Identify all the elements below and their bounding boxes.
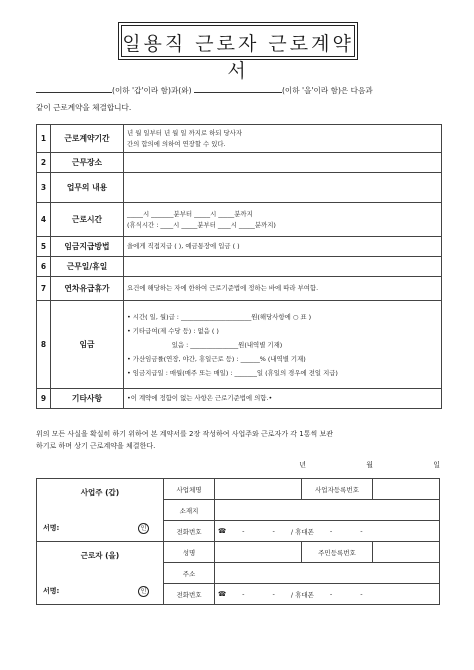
date-day: 일 [433, 461, 440, 469]
phone-icon: ☎ [218, 527, 227, 535]
seal-icon: 인 [138, 586, 149, 597]
row-value-contract-period[interactable] [124, 125, 442, 153]
intro-paragraph [36, 82, 446, 116]
phone-dash: - [242, 590, 245, 598]
row-value-working-hours[interactable] [124, 203, 442, 237]
phone-icon: ☎ [218, 590, 227, 598]
row-number: 7 [37, 277, 51, 301]
intro-part1: (이하 '갑'이라 함)과(와) [112, 86, 192, 95]
worker-phone-field[interactable] [215, 584, 440, 605]
table-row [37, 479, 440, 500]
worker-address-field[interactable] [215, 563, 440, 584]
row-number: 8 [37, 301, 51, 389]
row-value-line: 을에게 직접지급 ( ), 예금통장에 입금 ( ) [127, 242, 240, 250]
table-row [37, 389, 442, 409]
employer-sign-label[interactable]: 서명: [43, 524, 60, 532]
table-row [37, 153, 442, 173]
row-value-workdays[interactable] [124, 257, 442, 277]
phone-dash: - [272, 590, 275, 598]
table-row [37, 257, 442, 277]
title-frame [118, 22, 358, 82]
table-row [37, 237, 442, 257]
row-value-workplace[interactable] [124, 153, 442, 173]
worker-id-label: 주민등록번호 [302, 542, 373, 563]
row-number: 4 [37, 203, 51, 237]
employer-phone-label: 전화번호 [164, 521, 215, 542]
mobile-label: / 휴대폰 [290, 590, 314, 599]
worker-name-label: 성명 [164, 542, 215, 563]
row-label: 연차유급휴가 [51, 277, 124, 301]
date-line[interactable] [36, 460, 440, 470]
row-label: 근무장소 [51, 153, 124, 173]
row-value-other [124, 389, 442, 409]
employer-address-label: 소재지 [164, 500, 215, 521]
worker-title: 근로자 (을) [80, 551, 120, 560]
employer-name-blank[interactable] [36, 83, 112, 93]
row-number: 2 [37, 153, 51, 173]
row-value-line: • 임금지급일 : 매월(매주 또는 매일) : _______일 (휴일의 경우에 전일 지급) [127, 368, 338, 377]
row-value-line: _____시 _______분부터 _____시 _____분까지 [127, 209, 253, 218]
employer-title: 사업주 (갑) [80, 488, 120, 497]
row-value-line: 년 월 일부터 년 월 일 까지로 하되 당사자 [127, 128, 243, 137]
row-label: 업무의 내용 [51, 173, 124, 203]
worker-sign-label[interactable]: 서명: [43, 587, 60, 595]
row-label: 임금지급방법 [51, 237, 124, 257]
worker-name-field[interactable] [215, 542, 302, 563]
intro-line2: 같이 근로계약을 체결합니다. [36, 103, 132, 112]
table-row [37, 542, 440, 563]
row-value-line: 요건에 해당하는 자에 한하여 근로기준법에 정하는 바에 따라 부여함. [127, 284, 319, 292]
row-label: 임금 [51, 301, 124, 389]
table-row [37, 203, 442, 237]
row-value-payment-method[interactable] [124, 237, 442, 257]
row-label: 근로시간 [51, 203, 124, 237]
employer-block [37, 479, 164, 542]
row-number: 6 [37, 257, 51, 277]
row-value-line: • 시간( 일, 월)급 : ______________________원(해당사항에 ○ 표 ) [127, 312, 312, 321]
intro-part2: (이하 '을'이라 함)은 다음과 [281, 86, 373, 95]
row-value-line: • 기타급여(제 수당 등) : 없음 ( ) [127, 326, 219, 335]
signature-table [36, 478, 440, 605]
row-number: 9 [37, 389, 51, 409]
row-number: 5 [37, 237, 51, 257]
phone-dash: - [242, 527, 245, 535]
worker-id-field[interactable] [373, 542, 440, 563]
document-title: 일용직 근로자 근로계약서 [122, 33, 354, 82]
phone-dash: - [360, 527, 363, 535]
phone-dash: - [360, 590, 363, 598]
table-row [37, 173, 442, 203]
row-label: 기타사항 [51, 389, 124, 409]
employer-phone-field[interactable] [215, 521, 440, 542]
worker-address-label: 주소 [164, 563, 215, 584]
worker-name-blank[interactable] [194, 83, 282, 93]
row-value-line: 간의 합의에 의하여 연장할 수 있다. [127, 139, 226, 148]
table-row [37, 277, 442, 301]
row-value-job-description[interactable] [124, 173, 442, 203]
table-row [37, 301, 442, 389]
employer-reg-field[interactable] [373, 479, 440, 500]
table-row [37, 125, 442, 153]
row-number: 3 [37, 173, 51, 203]
closing-line: 하기로 하며 상기 근로계약을 체결한다. [36, 442, 156, 450]
row-value-line: (휴식시간 : ____시 _____분부터 ____시 _____분까지) [127, 220, 276, 229]
employer-reg-label: 사업자등록번호 [302, 479, 373, 500]
row-value-line: • 가산임금률(연장, 야간, 휴일근로 등) : ______% (내역별 기재) [127, 354, 306, 363]
employer-name-field[interactable] [215, 479, 302, 500]
phone-dash: - [329, 590, 333, 598]
row-number: 1 [37, 125, 51, 153]
row-value-wage[interactable] [124, 301, 442, 389]
date-year: 년 [299, 461, 306, 469]
date-month: 월 [366, 461, 373, 469]
row-label: 근로계약기간 [51, 125, 124, 153]
row-label: 근무일/휴일 [51, 257, 124, 277]
phone-dash: - [272, 527, 275, 535]
worker-block [37, 542, 164, 605]
closing-paragraph [36, 428, 446, 452]
contract-table [36, 124, 442, 409]
seal-icon: 인 [138, 523, 149, 534]
employer-name-label: 사업체명 [164, 479, 215, 500]
closing-line: 위의 모든 사실을 확실히 하기 위하여 본 계약서를 2장 작성하여 사업주와 근로자가 각 1통씩 보관 [36, 430, 334, 438]
mobile-label: / 휴대폰 [290, 527, 314, 536]
phone-dash: - [329, 527, 333, 535]
employer-address-field[interactable] [215, 500, 440, 521]
row-value-line: •이 계약에 정함이 없는 사항은 근로기준법에 의함.• [127, 394, 273, 402]
row-value-line: 있음 : _______________원(내역별 기재) [127, 340, 283, 349]
row-value-annual-leave [124, 277, 442, 301]
worker-phone-label: 전화번호 [164, 584, 215, 605]
